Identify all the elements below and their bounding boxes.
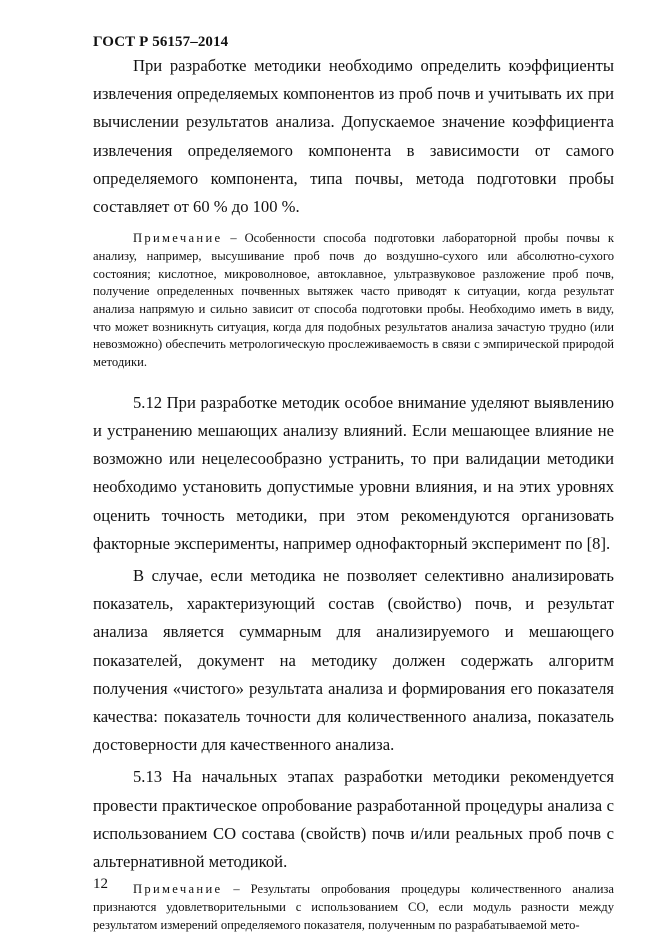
paragraph-extraction-coefficient: При разработке методики необходимо определить коэффициенты извлечения определяемых компонентов из проб почв и учитывать их при вычислении результатов анализа. Допускаемое значение коэффициента извлечения определяемого компонента в зависимости от самого определяемого компонента, типа почвы, метода подготовки пробы составляет от 60 % до 100 %. bbox=[93, 56, 614, 217]
paragraph-5-13: 5.13 На начальных этапах разработки методики рекомендуется провести практическое опробование разработанной процедуры анализа с использованием СО состава (свойств) почв и/или реальных проб почв с альтернативной методикой. bbox=[93, 767, 614, 872]
note-sample-preparation bbox=[93, 230, 614, 372]
note-quantitative-testing bbox=[93, 881, 614, 934]
paragraph-selective-analysis: В случае, если методика не позволяет селективно анализировать показатель, характеризующий состав (свойство) почв, и результат анализа является суммарным для анализируемого и мешающего показателей, документ на методику должен содержать алгоритм получения «чистого» результата анализа и формирования его показателя качества: показатель точности для количественного анализа, показатель достоверности для качественного анализа. bbox=[93, 566, 614, 755]
paragraph-5-12: 5.12 При разработке методик особое внимание уделяют выявлению и устранению мешающих анализу влияний. Если мешающее влияние не возможно или нецелесообразно устранить, то при валидации методики необходимо установить допустимые уровни влияния, и на этих уровнях оценить точность методики, при этом рекомендуются организовать факторные эксперименты, например однофакторный эксперимент по [8]. bbox=[93, 392, 614, 553]
note-label: Примечание bbox=[133, 231, 223, 246]
standard-id: ГОСТ Р 56157–2014 bbox=[93, 34, 229, 50]
note-label: Примечание bbox=[133, 882, 223, 897]
note-text: – Особенности способа подготовки лабораторной пробы почвы к анализу, например, высушивание проб почв до воздушно-сухого или абсолютно-сухого состояния; кислотное, микроволновое, автоклавное, ультразвуковое разложение проб почв, получение определенных почвенных вытяжек часто приводят к ситуации, когда результат анализа напрямую и сильно зависит от способа подготовки пробы. Необходимо иметь в виду, что может возникнуть ситуация, когда для подобных результатов анализа зачастую трудно (или невозможно) обеспечить метрологическую прослеживаемость в связи с эмпирической природой методики. bbox=[93, 231, 614, 370]
page-number: 12 bbox=[93, 876, 108, 892]
document-header bbox=[93, 34, 228, 51]
page-content bbox=[93, 52, 614, 934]
note-text: – Результаты опробования процедуры количественного анализа признаются удовлетворительными с использованием СО, если модуль разности между результатом измерений определяемого показателя, полученным по разрабатываемой мето- bbox=[93, 882, 614, 932]
